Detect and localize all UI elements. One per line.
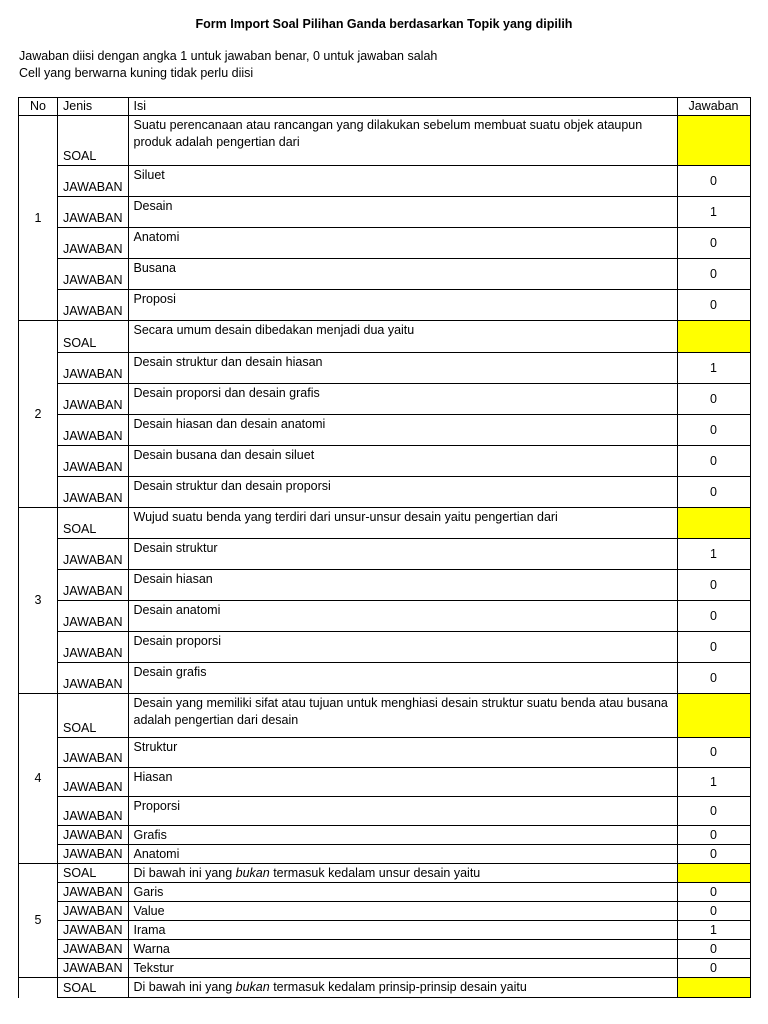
- row-isi: Proporsi: [128, 797, 677, 826]
- row-isi: Value: [128, 902, 677, 921]
- row-jenis: JAWABAN: [58, 259, 129, 290]
- row-isi: Anatomi: [128, 845, 677, 864]
- table-row: [19, 353, 751, 384]
- row-jenis: JAWABAN: [58, 959, 129, 978]
- table-row: [19, 845, 751, 864]
- row-isi: Secara umum desain dibedakan menjadi dua yaitu: [128, 321, 677, 353]
- table-row: [19, 197, 751, 228]
- instruction-line-1: Jawaban diisi dengan angka 1 untuk jawaban benar, 0 untuk jawaban salah: [19, 49, 438, 63]
- table-row: [19, 738, 751, 768]
- header-isi: Isi: [128, 98, 677, 116]
- answer-cell[interactable]: 0: [677, 632, 750, 663]
- row-jenis: JAWABAN: [58, 826, 129, 845]
- answer-cell[interactable]: 0: [677, 663, 750, 694]
- row-isi: Struktur: [128, 738, 677, 768]
- table-row: [19, 477, 751, 508]
- answer-cell[interactable]: [677, 116, 750, 166]
- isi-text-emphasis: bukan: [235, 980, 270, 994]
- table-row: [19, 446, 751, 477]
- table-row: [19, 826, 751, 845]
- question-number: 1: [19, 116, 58, 321]
- row-isi: Suatu perencanaan atau rancangan yang dilakukan sebelum membuat suatu objek ataupun produk adalah pengertian dari: [128, 116, 677, 166]
- table-header-row: [19, 98, 751, 116]
- table-row: [19, 116, 751, 166]
- table-row: [19, 902, 751, 921]
- row-jenis: JAWABAN: [58, 539, 129, 570]
- row-isi: Desain proporsi: [128, 632, 677, 663]
- row-jenis: JAWABAN: [58, 290, 129, 321]
- row-jenis: JAWABAN: [58, 768, 129, 797]
- row-jenis: JAWABAN: [58, 415, 129, 446]
- row-isi: Tekstur: [128, 959, 677, 978]
- answer-cell[interactable]: 1: [677, 539, 750, 570]
- answer-cell[interactable]: 1: [677, 921, 750, 940]
- row-jenis: JAWABAN: [58, 902, 129, 921]
- row-jenis: SOAL: [58, 321, 129, 353]
- header-jawaban: Jawaban: [677, 98, 750, 116]
- table-row: [19, 959, 751, 978]
- row-jenis: JAWABAN: [58, 883, 129, 902]
- row-jenis: JAWABAN: [58, 446, 129, 477]
- row-jenis: JAWABAN: [58, 632, 129, 663]
- row-jenis: JAWABAN: [58, 921, 129, 940]
- answer-cell[interactable]: 0: [677, 826, 750, 845]
- row-isi: [128, 978, 677, 998]
- row-isi: Wujud suatu benda yang terdiri dari unsur-unsur desain yaitu pengertian dari: [128, 508, 677, 539]
- row-isi: Desain busana dan desain siluet: [128, 446, 677, 477]
- answer-cell[interactable]: 0: [677, 601, 750, 632]
- answer-cell[interactable]: [677, 694, 750, 738]
- row-jenis: JAWABAN: [58, 738, 129, 768]
- row-jenis: JAWABAN: [58, 477, 129, 508]
- answer-cell[interactable]: 1: [677, 353, 750, 384]
- row-isi: Desain grafis: [128, 663, 677, 694]
- question-number: [19, 978, 58, 998]
- answer-cell[interactable]: [677, 978, 750, 998]
- row-isi: Desain hiasan dan desain anatomi: [128, 415, 677, 446]
- isi-text-after: termasuk kedalam prinsip-prinsip desain yaitu: [269, 980, 527, 994]
- answer-cell[interactable]: 0: [677, 259, 750, 290]
- row-isi: Hiasan: [128, 768, 677, 797]
- instruction-line-2: Cell yang berwarna kuning tidak perlu diisi: [19, 66, 254, 80]
- row-isi: Busana: [128, 259, 677, 290]
- isi-text-before: Di bawah ini yang: [133, 866, 236, 880]
- row-isi: Desain struktur dan desain hiasan: [128, 353, 677, 384]
- table-row: [19, 921, 751, 940]
- row-isi: Desain hiasan: [128, 570, 677, 601]
- row-isi: Irama: [128, 921, 677, 940]
- form-title: Form Import Soal Pilihan Ganda berdasarkan Topik yang dipilih: [195, 17, 573, 31]
- table-row: [19, 539, 751, 570]
- answer-cell[interactable]: 1: [677, 197, 750, 228]
- row-isi: Grafis: [128, 826, 677, 845]
- row-jenis: JAWABAN: [58, 384, 129, 415]
- question-number: 2: [19, 321, 58, 508]
- answer-cell[interactable]: [677, 864, 750, 883]
- answer-cell[interactable]: 0: [677, 166, 750, 197]
- answer-cell[interactable]: 0: [677, 570, 750, 601]
- row-isi: Siluet: [128, 166, 677, 197]
- table-row: [19, 978, 751, 998]
- header-jenis: Jenis: [58, 98, 129, 116]
- question-number: 5: [19, 864, 58, 978]
- row-jenis: JAWABAN: [58, 845, 129, 864]
- answer-cell[interactable]: 0: [677, 228, 750, 259]
- row-jenis: JAWABAN: [58, 166, 129, 197]
- row-isi: Anatomi: [128, 228, 677, 259]
- table-row: [19, 864, 751, 883]
- table-row: [19, 166, 751, 197]
- answer-cell[interactable]: 0: [677, 959, 750, 978]
- row-isi: Desain struktur dan desain proporsi: [128, 477, 677, 508]
- row-isi: Desain proporsi dan desain grafis: [128, 384, 677, 415]
- table-row: [19, 508, 751, 539]
- table-row: [19, 768, 751, 797]
- answer-cell[interactable]: 0: [677, 902, 750, 921]
- row-jenis: JAWABAN: [58, 663, 129, 694]
- row-isi: Desain anatomi: [128, 601, 677, 632]
- answer-cell[interactable]: 0: [677, 415, 750, 446]
- table-row: [19, 570, 751, 601]
- row-isi: Proposi: [128, 290, 677, 321]
- table-row: [19, 290, 751, 321]
- answer-cell[interactable]: 0: [677, 738, 750, 768]
- answer-cell[interactable]: 0: [677, 845, 750, 864]
- row-jenis: SOAL: [58, 978, 129, 998]
- answer-cell[interactable]: 0: [677, 797, 750, 826]
- answer-cell[interactable]: 0: [677, 883, 750, 902]
- table-row: [19, 883, 751, 902]
- table-row: [19, 259, 751, 290]
- isi-text-emphasis: bukan: [235, 866, 270, 880]
- answer-cell[interactable]: 0: [677, 290, 750, 321]
- answer-cell[interactable]: [677, 508, 750, 539]
- answer-cell[interactable]: 0: [677, 940, 750, 959]
- row-jenis: JAWABAN: [58, 940, 129, 959]
- answer-cell[interactable]: 0: [677, 446, 750, 477]
- question-number: 4: [19, 694, 58, 864]
- row-jenis: SOAL: [58, 508, 129, 539]
- header-no: No: [19, 98, 58, 116]
- row-jenis: JAWABAN: [58, 228, 129, 259]
- row-isi: Garis: [128, 883, 677, 902]
- row-isi: Desain: [128, 197, 677, 228]
- row-isi: Warna: [128, 940, 677, 959]
- table-row: [19, 940, 751, 959]
- answer-cell[interactable]: 0: [677, 477, 750, 508]
- row-isi: [128, 864, 677, 883]
- row-isi: Desain struktur: [128, 539, 677, 570]
- table-row: [19, 694, 751, 738]
- table-row: [19, 632, 751, 663]
- table-row: [19, 384, 751, 415]
- table-row: [19, 415, 751, 446]
- row-jenis: JAWABAN: [58, 570, 129, 601]
- row-jenis: JAWABAN: [58, 601, 129, 632]
- answer-cell[interactable]: 1: [677, 768, 750, 797]
- row-isi: Desain yang memiliki sifat atau tujuan untuk menghiasi desain struktur suatu benda atau busana adalah pengertian dari desain: [128, 694, 677, 738]
- question-table: [18, 97, 751, 998]
- row-jenis: SOAL: [58, 116, 129, 166]
- table-row: [19, 228, 751, 259]
- table-row: [19, 601, 751, 632]
- table-row: [19, 797, 751, 826]
- row-jenis: JAWABAN: [58, 797, 129, 826]
- isi-text-before: Di bawah ini yang: [133, 980, 236, 994]
- row-jenis: JAWABAN: [58, 197, 129, 228]
- answer-cell[interactable]: 0: [677, 384, 750, 415]
- answer-cell[interactable]: [677, 321, 750, 353]
- table-row: [19, 321, 751, 353]
- isi-text-after: termasuk kedalam unsur desain yaitu: [269, 866, 481, 880]
- row-jenis: SOAL: [58, 864, 129, 883]
- question-number: 3: [19, 508, 58, 694]
- table-row: [19, 663, 751, 694]
- row-jenis: JAWABAN: [58, 353, 129, 384]
- row-jenis: SOAL: [58, 694, 129, 738]
